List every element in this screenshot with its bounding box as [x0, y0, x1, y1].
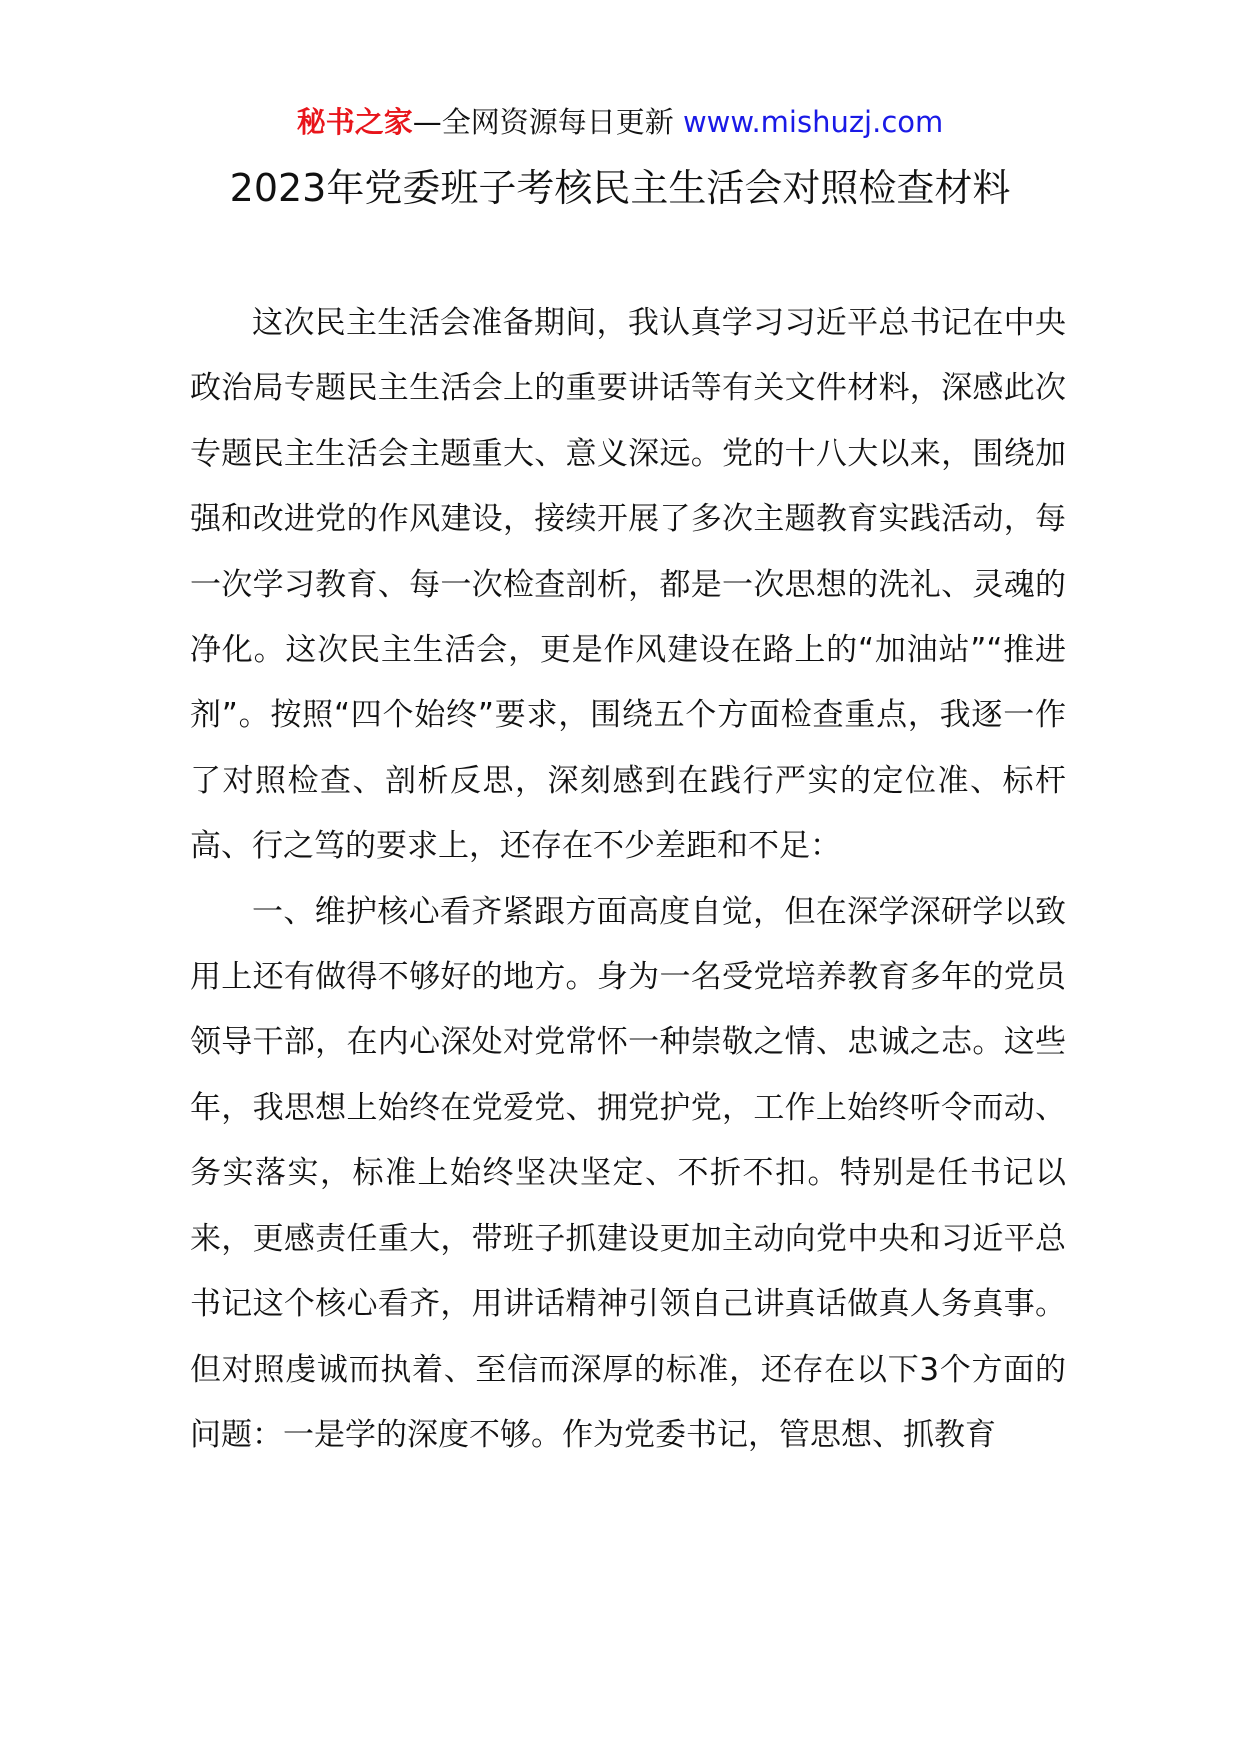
header-slogan: —全网资源每日更新: [412, 105, 674, 139]
document-title: 2023年党委班子考核民主生活会对照检查材料: [229, 166, 1011, 210]
site-header: [0, 100, 1240, 144]
website-link[interactable]: www.mishuzj.com: [682, 105, 944, 139]
intro-paragraph: 这次民主生活会准备期间，我认真学习习近平总书记在中央政治局专题民主生活会上的重要讲话等有关文件材料，深感此次专题民主生活会主题重大、意义深远。党的十八大以来，围绕加强和改进党的作风建设，接续开展了多次主题教育实践活动，每一次学习教育、每一次检查剖析，都是一次思想的洗礼、灵魂的净化。这次民主生活会，更是作风建设在路上的“加油站”“推进剂”。按照“四个始终”要求，围绕五个方面检查重点，我逐一作了对照检查、剖析反思，深刻感到在践行严实的定位准、标杆高、行之笃的要求上，还存在不少差距和不足：: [190, 305, 1066, 865]
document-body: [190, 291, 1066, 1468]
brand-name: 秘书之家: [296, 105, 413, 139]
section-one-paragraph: 一、维护核心看齐紧跟方面高度自觉，但在深学深研学以致用上还有做得不够好的地方。身为一名受党培养教育多年的党员领导干部，在内心深处对党常怀一种崇敬之情、忠诚之志。这些年，我思想上始终在党爱党、拥党护党，工作上始终听令而动、务实落实，标准上始终坚决坚定、不折不扣。特别是任书记以来，更感责任重大，带班子抓建设更加主动向党中央和习近平总书记这个核心看齐，用讲话精神引领自己讲真话做真人务真事。但对照虔诚而执着、至信而深厚的标准，还存在以下3个方面的问题：一是学的深度不够。作为党委书记，管思想、抓教育: [190, 893, 1066, 1453]
